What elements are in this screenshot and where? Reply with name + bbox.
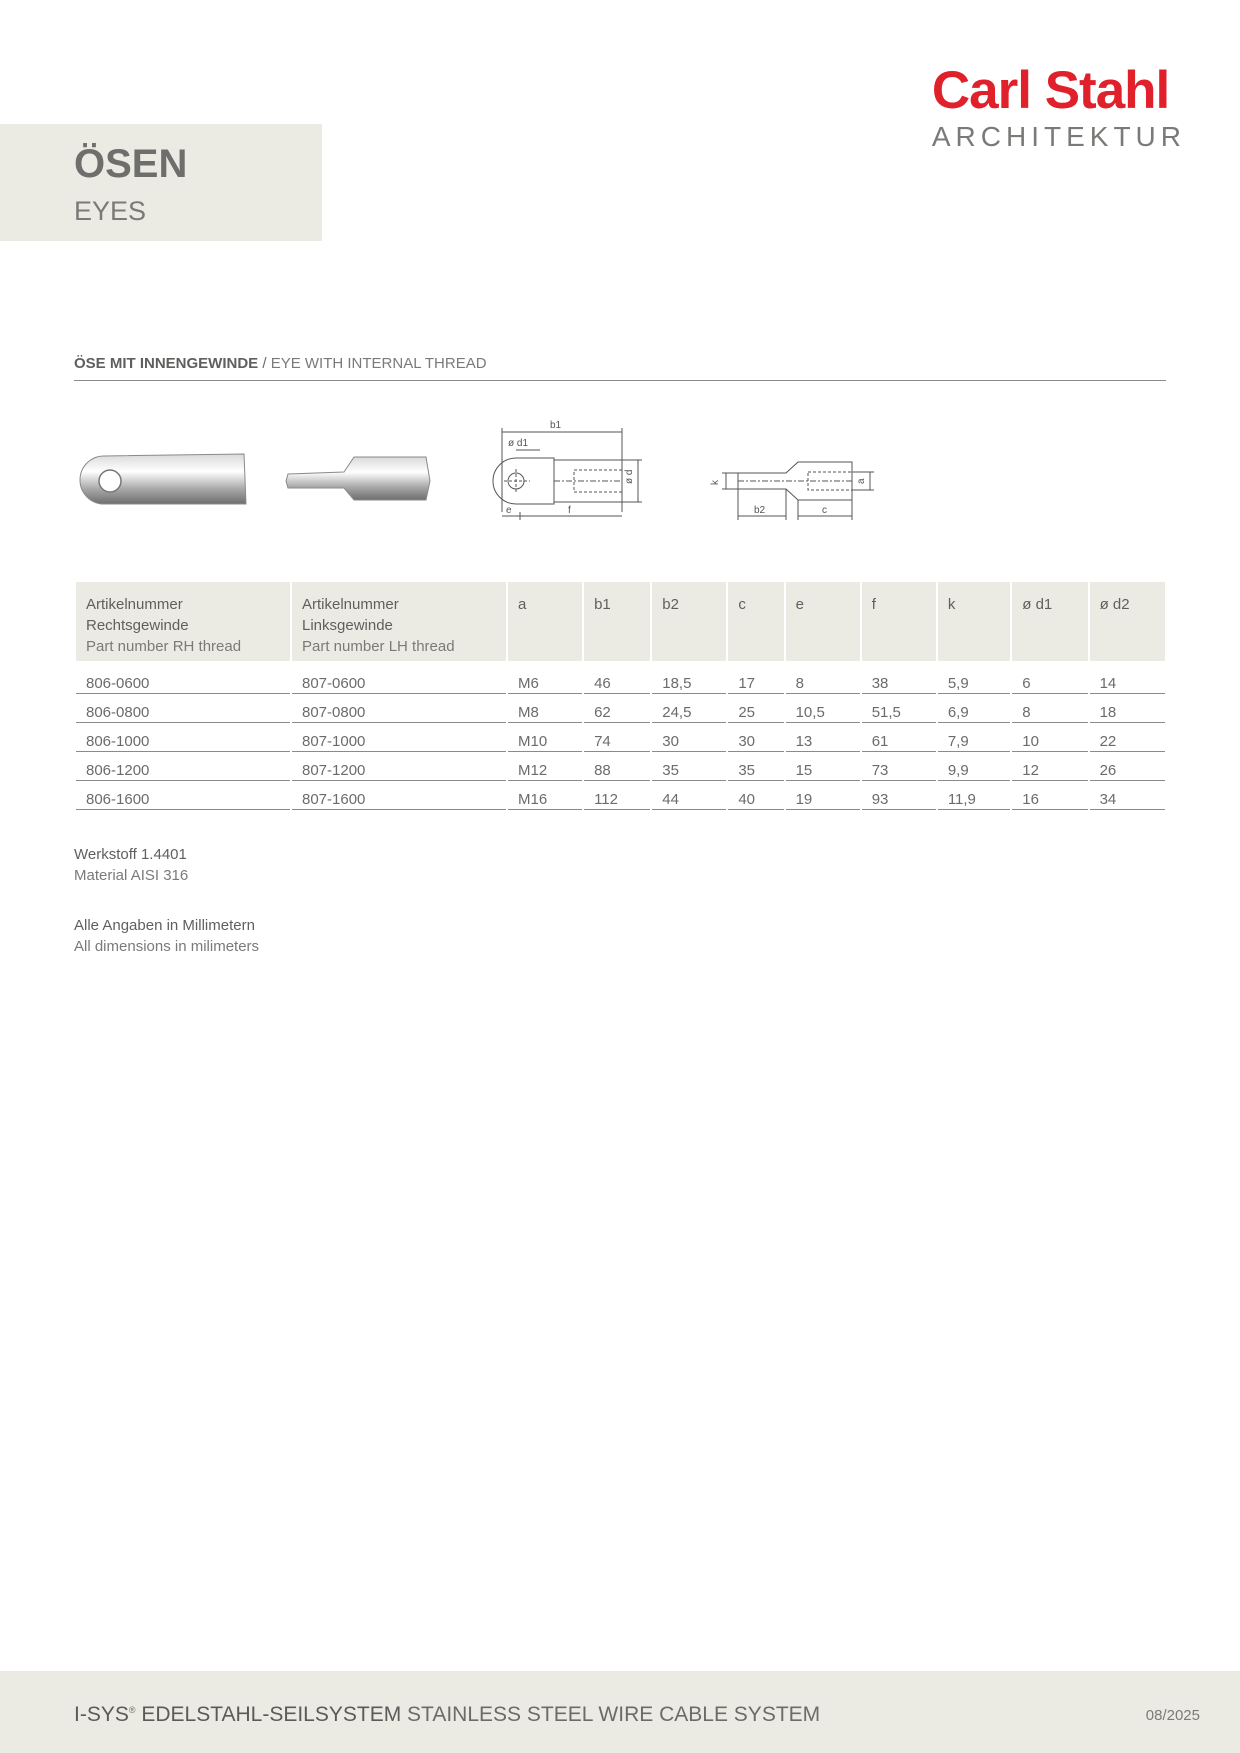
dim-label-f: f (568, 505, 571, 516)
col-header-line: Linksgewinde (302, 617, 393, 634)
table-cell: 61 (862, 723, 936, 752)
table-row (76, 723, 1165, 752)
table-cell: 16 (1012, 781, 1087, 810)
technical-drawing-side (710, 462, 874, 520)
table-cell: 62 (584, 694, 650, 723)
table-cell: M8 (508, 694, 582, 723)
col-header-line-en: Part number LH thread (302, 638, 455, 655)
dimensions-note-en: All dimensions in milimeters (74, 938, 260, 955)
table-cell: 25 (728, 694, 783, 723)
table-cell: 5,9 (938, 661, 1010, 694)
section-heading (74, 355, 1166, 381)
material-note (74, 844, 259, 886)
dim-label-e: e (506, 505, 512, 516)
table-cell: 6 (1012, 661, 1087, 694)
table-cell: 7,9 (938, 723, 1010, 752)
dim-label-b1: b1 (550, 420, 562, 431)
section-heading-en: EYE WITH INTERNAL THREAD (270, 355, 487, 372)
table-cell: 806-0600 (76, 661, 290, 694)
table-cell: 30 (728, 723, 783, 752)
col-header-b2: b2 (652, 582, 726, 661)
col-header-a: a (508, 582, 582, 661)
product-drawings (74, 420, 914, 530)
dimensions-note-de: Alle Angaben in Millimetern (74, 917, 255, 934)
eye-photo-side (286, 457, 430, 500)
table-cell: 30 (652, 723, 726, 752)
table-cell: 6,9 (938, 694, 1010, 723)
product-images (74, 420, 914, 530)
table-cell: 19 (786, 781, 860, 810)
title-block (0, 124, 322, 241)
table-cell: 35 (728, 752, 783, 781)
table-cell: 74 (584, 723, 650, 752)
footer-title-en: STAINLESS STEEL WIRE CABLE SYSTEM (401, 1703, 821, 1726)
eye-photo-front (80, 454, 246, 504)
table-cell: 14 (1090, 661, 1165, 694)
table-cell: 17 (728, 661, 783, 694)
table-cell: 73 (862, 752, 936, 781)
table-cell: 9,9 (938, 752, 1010, 781)
dim-label-d1: ø d1 (508, 438, 529, 449)
table-cell: 12 (1012, 752, 1087, 781)
table-cell: 807-1000 (292, 723, 506, 752)
material-note-en: Material AISI 316 (74, 867, 189, 884)
col-header-c: c (728, 582, 783, 661)
table-cell: 46 (584, 661, 650, 694)
table-cell: M16 (508, 781, 582, 810)
col-header-line: Rechtsgewinde (86, 617, 189, 634)
dim-label-c: c (822, 505, 827, 516)
brand-logo (931, 61, 1186, 152)
registered-mark: ® (128, 1705, 136, 1715)
technical-drawing-top (493, 420, 642, 520)
col-header-lh (292, 582, 506, 661)
table-cell: 26 (1090, 752, 1165, 781)
table-cell: 806-1200 (76, 752, 290, 781)
footer-brand: I-SYS (74, 1703, 129, 1726)
table-cell: 24,5 (652, 694, 726, 723)
table-cell: M12 (508, 752, 582, 781)
col-header-e: e (786, 582, 860, 661)
table-cell: 18,5 (652, 661, 726, 694)
notes (74, 844, 259, 986)
table-cell: 51,5 (862, 694, 936, 723)
table-cell: 11,9 (938, 781, 1010, 810)
table-cell: 806-1600 (76, 781, 290, 810)
col-header-line: Artikelnummer (302, 596, 399, 613)
table-cell: 88 (584, 752, 650, 781)
footer (0, 1671, 1240, 1753)
table-row (76, 781, 1165, 810)
footer-date: 08/2025 (1145, 1707, 1200, 1724)
table-cell: 807-1200 (292, 752, 506, 781)
table-header-row (76, 582, 1165, 661)
brand-sub: ARCHITEKTUR (931, 121, 1186, 152)
col-header-line: Artikelnummer (86, 596, 183, 613)
footer-title-de: EDELSTAHL-SEILSYSTEM (135, 1703, 402, 1726)
section-heading-de: ÖSE MIT INNENGEWINDE (74, 355, 259, 372)
table-cell: 38 (862, 661, 936, 694)
col-header-d1: ø d1 (1012, 582, 1087, 661)
table-cell: 40 (728, 781, 783, 810)
table-cell: 18 (1090, 694, 1165, 723)
table-cell: 13 (786, 723, 860, 752)
table-cell: 10 (1012, 723, 1087, 752)
table-cell: 112 (584, 781, 650, 810)
col-header-k: k (938, 582, 1010, 661)
table-row (76, 694, 1165, 723)
table-cell: 22 (1090, 723, 1165, 752)
table-cell: 806-1000 (76, 723, 290, 752)
col-header-line-en: Part number RH thread (86, 638, 242, 655)
dimensions-note (74, 915, 259, 957)
dim-label-a: a (856, 478, 867, 484)
page-title: ÖSEN (74, 142, 188, 186)
table-cell: 8 (1012, 694, 1087, 723)
table-cell: 10,5 (786, 694, 860, 723)
table-cell: M10 (508, 723, 582, 752)
dim-label-b2: b2 (754, 505, 766, 516)
col-header-f: f (862, 582, 936, 661)
table-cell: 807-1600 (292, 781, 506, 810)
section-separator: / (258, 355, 271, 372)
footer-title (74, 1703, 820, 1727)
table-row (76, 752, 1165, 781)
spec-table (74, 582, 1167, 810)
table-cell: 807-0800 (292, 694, 506, 723)
col-header-rh (76, 582, 290, 661)
table-cell: M6 (508, 661, 582, 694)
dim-label-d: ø d (624, 469, 635, 484)
material-note-de: Werkstoff 1.4401 (74, 846, 187, 863)
table-cell: 44 (652, 781, 726, 810)
table-cell: 806-0800 (76, 694, 290, 723)
table-row (76, 661, 1165, 694)
table-cell: 8 (786, 661, 860, 694)
table-cell: 807-0600 (292, 661, 506, 694)
table-cell: 35 (652, 752, 726, 781)
col-header-d2: ø d2 (1090, 582, 1165, 661)
dim-label-k: k (710, 480, 721, 485)
table-cell: 15 (786, 752, 860, 781)
brand-name: Carl Stahl (931, 61, 1170, 120)
col-header-b1: b1 (584, 582, 650, 661)
table-cell: 34 (1090, 781, 1165, 810)
page-subtitle: EYES (74, 196, 147, 226)
table-cell: 93 (862, 781, 936, 810)
